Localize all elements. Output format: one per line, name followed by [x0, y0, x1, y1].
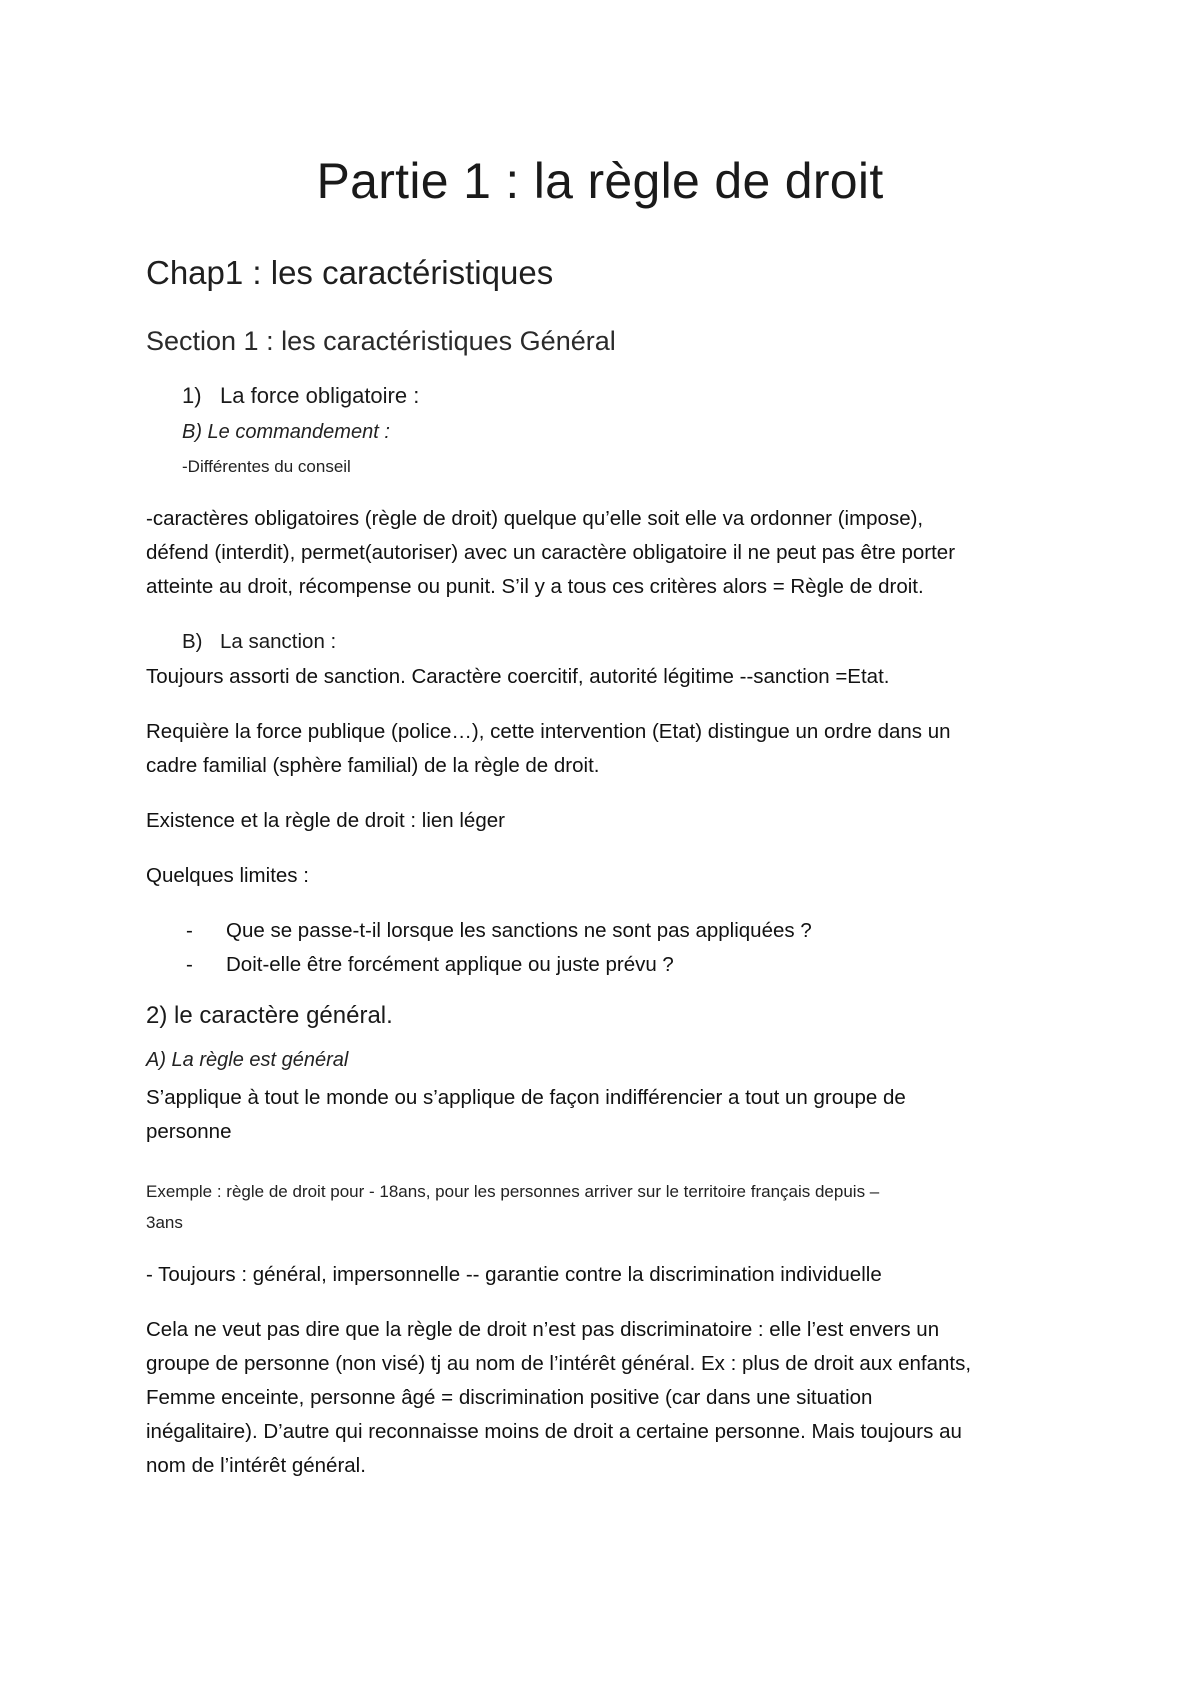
list-item-text: Doit-elle être forcément applique ou juste prévu ? — [226, 953, 674, 976]
paragraph-existence: Existence et la règle de droit : lien léger — [146, 809, 505, 832]
document-title: Partie 1 : la règle de droit — [316, 153, 884, 209]
list-item — [146, 948, 812, 982]
subheading-sanction-text: La sanction : — [220, 630, 337, 653]
limites-list — [146, 914, 812, 982]
paragraph-line: S’applique à tout le monde ou s’applique de façon indifférencier a tout un groupe de — [146, 1086, 906, 1109]
paragraph-line: nom de l’intérêt général. — [146, 1454, 366, 1477]
paragraph-toujours: - Toujours : général, impersonnelle -- garantie contre la discrimination individuelle — [146, 1263, 882, 1286]
paragraph-sanction: Toujours assorti de sanction. Caractère coercitif, autorité légitime --sanction =Etat. — [146, 665, 890, 688]
paragraph-line: défend (interdit), permet(autoriser) avec un caractère obligatoire il ne peut pas être porter — [146, 541, 956, 564]
paragraph-line: Cela ne veut pas dire que la règle de droit n’est pas discriminatoire : elle l’est envers un — [146, 1318, 940, 1341]
paragraph-caracteres — [146, 502, 955, 604]
paragraph-line: -caractères obligatoires (règle de droit) quelque qu’elle soit elle va ordonner (impose), — [146, 507, 924, 530]
paragraph-line: cadre familial (sphère familial) de la règle de droit. — [146, 754, 600, 777]
subheading-sanction — [182, 630, 336, 654]
section-heading: Section 1 : les caractéristiques Général — [146, 326, 616, 356]
paragraph-force-publique — [146, 715, 951, 783]
part2-heading: 2) le caractère général. — [146, 1002, 393, 1029]
paragraph-line: Femme enceinte, personne âgé = discrimination positive (car dans une situation — [146, 1386, 873, 1409]
subheading-sanction-number: B) — [182, 630, 203, 653]
paragraph-limites: Quelques limites : — [146, 864, 309, 887]
part1-heading — [182, 383, 419, 409]
chapter-heading: Chap1 : les caractéristiques — [146, 254, 554, 291]
part1-heading-text: La force obligatoire : — [220, 383, 420, 408]
bullet-dash: - — [186, 953, 193, 976]
paragraph-cela — [146, 1313, 971, 1483]
paragraph-line: personne — [146, 1120, 232, 1143]
list-item-text: Que se passe-t-il lorsque les sanctions ne sont pas appliquées ? — [226, 919, 812, 942]
paragraph-line: groupe de personne (non visé) tj au nom de l’intérêt général. Ex : plus de droit aux enfants, — [146, 1352, 972, 1375]
example-block — [146, 1176, 879, 1238]
paragraph-line: inégalitaire). D’autre qui reconnaisse moins de droit a certaine personne. Mais toujours au — [146, 1420, 962, 1443]
subheading-commandement: B) Le commandement : — [182, 421, 390, 443]
paragraph-line: atteinte au droit, récompense ou punit. S’il y a tous ces critères alors = Règle de droit. — [146, 575, 924, 598]
subheading-regle-generale: A) La règle est général — [146, 1049, 349, 1071]
paragraph-line: Requière la force publique (police…), cette intervention (Etat) distingue un ordre dans un — [146, 720, 951, 743]
example-line: Exemple : règle de droit pour - 18ans, pour les personnes arriver sur le territoire français depuis – — [146, 1182, 880, 1201]
example-line: 3ans — [146, 1213, 183, 1232]
bullet-dash: - — [186, 919, 193, 942]
paragraph-applique — [146, 1081, 906, 1149]
part1-number: 1) — [182, 383, 202, 408]
list-item — [146, 914, 812, 948]
note-conseil: -Différentes du conseil — [182, 457, 351, 476]
